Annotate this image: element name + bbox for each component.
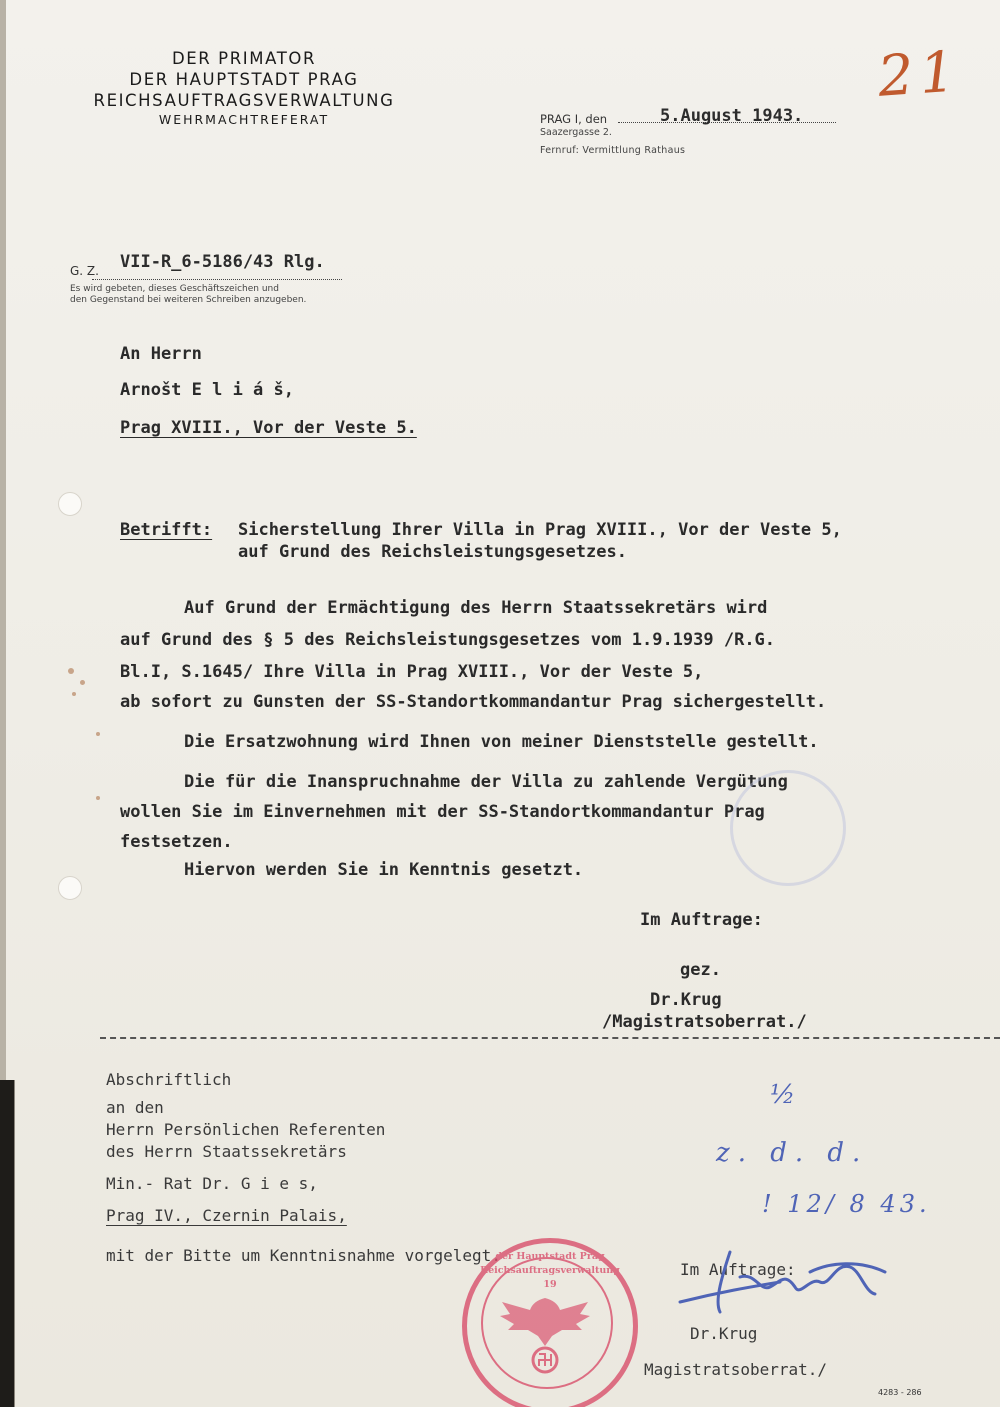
rust-stain — [80, 680, 85, 685]
copy-signature-name: Dr.Krug — [690, 1324, 758, 1343]
copy-line6: Prag IV., Czernin Palais, — [106, 1206, 347, 1225]
subject-label: Betrifft: — [120, 520, 213, 540]
letterhead-line3: REICHSAUFTRAGSVERWALTUNG — [93, 91, 395, 110]
handwritten-page-number: 21 — [875, 39, 964, 110]
subject-line1: Sicherstellung Ihrer Villa in Prag XVIII., Vor der Veste 5, — [238, 520, 842, 540]
copy-line4: des Herrn Staatssekretärs — [106, 1142, 347, 1161]
copy-signature-title: Magistratsoberrat./ — [644, 1360, 828, 1379]
body-p4: Hiervon werden Sie in Kenntnis gesetzt. — [184, 860, 584, 880]
reference-dotted-line — [92, 279, 342, 280]
body-p1-line4: ab sofort zu Gunsten der SS-Standortkommandantur Prag sichergestellt. — [120, 692, 827, 712]
letterhead-line1: DER PRIMATOR — [171, 49, 317, 68]
official-stamp — [462, 1238, 638, 1407]
body-p3-line1: Die für die Inanspruchnahme der Villa zu zahlende Vergütung — [184, 772, 788, 792]
letter-date: 5.August 1943. — [660, 106, 804, 126]
rust-stain — [72, 692, 76, 696]
stamp-line2: Reichsauftragsverwaltung — [480, 1265, 620, 1276]
handwritten-signature-icon — [660, 1232, 900, 1322]
copy-line5: Min.- Rat Dr. G i e s, — [106, 1174, 318, 1193]
punch-hole-top — [58, 492, 82, 516]
letterhead — [64, 48, 424, 129]
street-address: Saazergasse 2. — [540, 127, 612, 138]
place-label: PRAG I, den — [540, 112, 608, 126]
subject-line2: auf Grund des Reichsleistungsgesetzes. — [238, 542, 627, 562]
handwritten-note-fraction: ½ — [770, 1080, 796, 1110]
rust-stain — [96, 796, 100, 800]
copy-line2: an den — [106, 1098, 164, 1117]
reference-number: VII-R_6-5186/43 Rlg. — [120, 252, 325, 272]
footer-code: 4283 - 286 — [878, 1388, 922, 1397]
phone-line: Fernruf: Vermittlung Rathaus — [540, 145, 686, 156]
recipient-salutation: An Herrn — [120, 344, 202, 364]
signature-gez: gez. — [680, 960, 721, 980]
body-p1-line1: Auf Grund der Ermächtigung des Herrn Staatssekretärs wird — [184, 598, 768, 618]
body-p3-line3: festsetzen. — [120, 832, 233, 852]
faded-stamp-mark — [730, 770, 846, 886]
signature-name: Dr.Krug — [650, 990, 722, 1010]
stamp-line3: 19 — [543, 1279, 557, 1290]
rust-stain — [68, 668, 74, 674]
copy-line7: mit der Bitte um Kenntnisnahme vorgelegt. — [106, 1246, 501, 1265]
signature-im-auftrage: Im Auftrage: — [640, 910, 763, 930]
section-divider — [100, 1037, 1000, 1039]
letterhead-line4: WEHRMACHTREFERAT — [158, 112, 330, 127]
body-p3-line2: wollen Sie im Einvernehmen mit der SS-Standortkommandantur Prag — [120, 802, 765, 822]
signature-title: /Magistratsoberrat./ — [602, 1012, 807, 1032]
letterhead-line2: DER HAUPTSTADT PRAG — [129, 70, 359, 89]
reference-note — [70, 284, 370, 306]
recipient-address: Prag XVIII., Vor der Veste 5. — [120, 418, 417, 438]
handwritten-note-zdd: z. d. d. — [716, 1138, 869, 1168]
handwritten-note-date: ! 12/ 8 43. — [762, 1190, 931, 1218]
body-p1-line3: Bl.I, S.1645/ Ihre Villa in Prag XVIII., Vor der Veste 5, — [120, 662, 704, 682]
rust-stain — [96, 732, 100, 736]
eagle-emblem-icon — [462, 1238, 628, 1404]
copy-line3: Herrn Persönlichen Referenten — [106, 1120, 386, 1139]
stamp-line1: der Hauptstadt Prag — [495, 1251, 605, 1262]
punch-hole-bottom — [58, 876, 82, 900]
body-p1-line2: auf Grund des § 5 des Reichsleistungsgesetzes vom 1.9.1939 /R.G. — [120, 630, 776, 650]
copy-im-auftrage: Im Auftrage: — [680, 1260, 796, 1279]
reference-note-line1: Es wird gebeten, dieses Geschäftszeichen und — [70, 284, 279, 294]
copy-line1: Abschriftlich — [106, 1070, 232, 1089]
reference-note-line2: den Gegenstand bei weiteren Schreiben anzugeben. — [70, 295, 307, 305]
reference-label: G. Z. — [70, 264, 99, 278]
scan-background-strip — [0, 1080, 15, 1407]
body-p2: Die Ersatzwohnung wird Ihnen von meiner Dienststelle gestellt. — [184, 732, 819, 752]
recipient-name: Arnošt E l i á š, — [120, 380, 294, 400]
